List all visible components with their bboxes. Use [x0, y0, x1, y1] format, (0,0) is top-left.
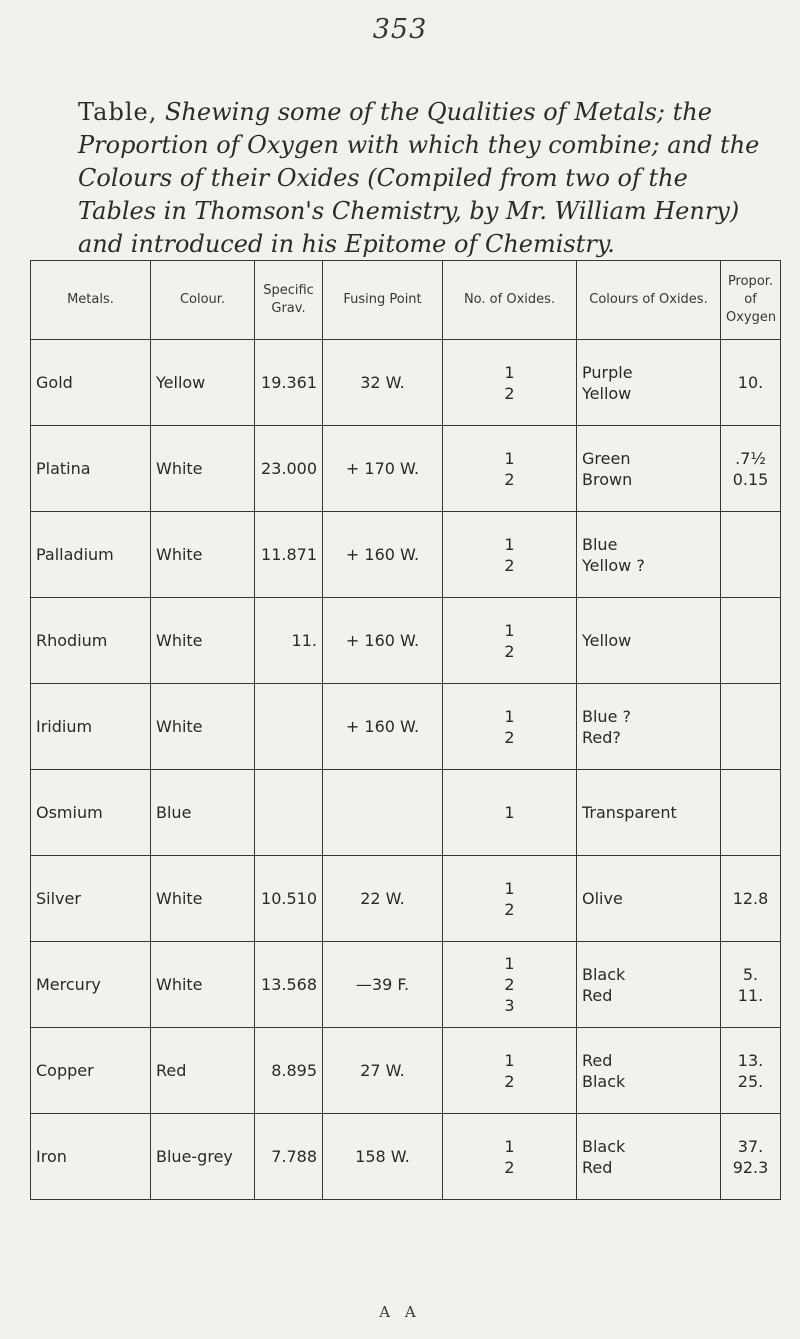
cell-specific-gravity: 23.000 — [255, 426, 323, 512]
table-row — [31, 770, 781, 856]
title-text: Shewing some of the Qualities of Metals; the Proportion of Oxygen with which they combine; and the Colours of their Oxides (Compiled from two of the Tables in Thomson's Chemistry, by Mr. William Henry) and introduced in his Epitome of Chemistry. — [78, 98, 760, 258]
cell-number-of-oxides-line: 1 — [504, 878, 515, 898]
cell-metal: Rhodium — [31, 598, 151, 684]
cell-proportion-of-oxygen-line: 0.15 — [732, 469, 769, 489]
cell-colours-of-oxides-line: Green — [582, 448, 631, 468]
cell-number-of-oxides-line: 2 — [504, 469, 515, 489]
cell-number-of-oxides — [443, 340, 577, 426]
metals-table-container — [30, 260, 780, 1200]
header-proportion-of-oxygen: Propor. of Oxygen — [721, 261, 781, 340]
cell-colours-of-oxides — [577, 856, 721, 942]
cell-number-of-oxides-line: 2 — [504, 555, 515, 575]
cell-metal: Platina — [31, 426, 151, 512]
cell-colour: White — [151, 426, 255, 512]
cell-colours-of-oxides-line: Olive — [582, 889, 623, 908]
cell-number-of-oxides-line: 1 — [504, 534, 515, 554]
cell-proportion-of-oxygen — [721, 770, 781, 856]
cell-proportion-of-oxygen-line: 92.3 — [732, 1157, 769, 1177]
cell-proportion-of-oxygen — [721, 512, 781, 598]
cell-fusing-point: + 170 W. — [323, 426, 443, 512]
cell-number-of-oxides-line: 1 — [504, 803, 515, 822]
cell-number-of-oxides — [443, 684, 577, 770]
cell-number-of-oxides-line: 2 — [504, 641, 515, 661]
cell-colours-of-oxides-line: Yellow — [582, 383, 632, 403]
cell-fusing-point: —39 F. — [323, 942, 443, 1028]
cell-proportion-of-oxygen-line: 25. — [737, 1071, 764, 1091]
cell-number-of-oxides — [443, 942, 577, 1028]
cell-number-of-oxides-line: 1 — [504, 706, 515, 726]
cell-fusing-point: + 160 W. — [323, 684, 443, 770]
cell-specific-gravity: 7.788 — [255, 1114, 323, 1200]
header-fusing-point: Fusing Point — [323, 261, 443, 340]
table-row — [31, 512, 781, 598]
table-body — [31, 340, 781, 1200]
cell-colours-of-oxides-line: Red — [582, 1050, 613, 1070]
header-specific-gravity: Specific Grav. — [255, 261, 323, 340]
cell-metal: Iridium — [31, 684, 151, 770]
cell-proportion-of-oxygen-line: 37. — [737, 1136, 764, 1156]
cell-proportion-of-oxygen — [721, 1114, 781, 1200]
cell-number-of-oxides — [443, 598, 577, 684]
table-row — [31, 1028, 781, 1114]
cell-proportion-of-oxygen-line: 13. — [737, 1050, 764, 1070]
header-metal: Metals. — [31, 261, 151, 340]
cell-metal: Copper — [31, 1028, 151, 1114]
cell-colours-of-oxides — [577, 598, 721, 684]
cell-colour: Red — [151, 1028, 255, 1114]
cell-colours-of-oxides-line: Yellow ? — [582, 555, 645, 575]
cell-fusing-point — [323, 770, 443, 856]
cell-metal: Mercury — [31, 942, 151, 1028]
table-row — [31, 426, 781, 512]
cell-number-of-oxides-line: 1 — [504, 362, 515, 382]
title-lead: Table, — [78, 98, 158, 126]
table-title — [78, 96, 768, 261]
table-row — [31, 942, 781, 1028]
cell-fusing-point: 22 W. — [323, 856, 443, 942]
cell-proportion-of-oxygen — [721, 942, 781, 1028]
cell-proportion-of-oxygen-line: 12.8 — [732, 889, 769, 908]
cell-number-of-oxides — [443, 770, 577, 856]
cell-fusing-point: 27 W. — [323, 1028, 443, 1114]
cell-number-of-oxides — [443, 426, 577, 512]
cell-proportion-of-oxygen-line: 11. — [737, 985, 764, 1005]
cell-colour: White — [151, 942, 255, 1028]
cell-metal: Iron — [31, 1114, 151, 1200]
cell-colour: White — [151, 856, 255, 942]
header-number-of-oxides: No. of Oxides. — [443, 261, 577, 340]
cell-proportion-of-oxygen — [721, 426, 781, 512]
table-row — [31, 1114, 781, 1200]
cell-colours-of-oxides — [577, 942, 721, 1028]
header-row — [31, 261, 781, 340]
cell-number-of-oxides-line: 1 — [504, 620, 515, 640]
cell-proportion-of-oxygen — [721, 598, 781, 684]
cell-colours-of-oxides-line: Blue ? — [582, 706, 631, 726]
cell-colours-of-oxides — [577, 684, 721, 770]
cell-number-of-oxides-line: 2 — [504, 383, 515, 403]
cell-colours-of-oxides-line: Transparent — [582, 803, 677, 822]
cell-colour: Blue-grey — [151, 1114, 255, 1200]
cell-number-of-oxides — [443, 1114, 577, 1200]
cell-colour: White — [151, 684, 255, 770]
cell-colours-of-oxides — [577, 340, 721, 426]
cell-metal: Palladium — [31, 512, 151, 598]
cell-number-of-oxides-line: 1 — [504, 1050, 515, 1070]
header-colours-of-oxides: Colours of Oxides. — [577, 261, 721, 340]
cell-proportion-of-oxygen — [721, 684, 781, 770]
cell-metal: Osmium — [31, 770, 151, 856]
cell-number-of-oxides-line: 3 — [504, 996, 515, 1015]
cell-fusing-point: + 160 W. — [323, 512, 443, 598]
cell-specific-gravity: 11. — [255, 598, 323, 684]
cell-specific-gravity: 19.361 — [255, 340, 323, 426]
cell-colours-of-oxides-line: Purple — [582, 362, 633, 382]
cell-colours-of-oxides-line: Red — [582, 985, 613, 1005]
cell-number-of-oxides-line: 2 — [504, 899, 515, 919]
cell-fusing-point: 158 W. — [323, 1114, 443, 1200]
cell-number-of-oxides — [443, 856, 577, 942]
metals-table — [30, 260, 781, 1200]
cell-colours-of-oxides-line: Yellow — [582, 631, 632, 650]
cell-colour: White — [151, 512, 255, 598]
cell-colours-of-oxides-line: Black — [582, 964, 626, 984]
cell-fusing-point: + 160 W. — [323, 598, 443, 684]
cell-fusing-point: 32 W. — [323, 340, 443, 426]
cell-specific-gravity — [255, 770, 323, 856]
cell-metal: Gold — [31, 340, 151, 426]
cell-colours-of-oxides-line: Red — [582, 1157, 613, 1177]
cell-proportion-of-oxygen-line: 5. — [742, 964, 759, 984]
cell-colours-of-oxides-line: Red? — [582, 727, 621, 747]
cell-proportion-of-oxygen — [721, 856, 781, 942]
table-row — [31, 856, 781, 942]
cell-metal: Silver — [31, 856, 151, 942]
signature-mark: A A — [379, 1303, 421, 1321]
cell-number-of-oxides — [443, 512, 577, 598]
cell-specific-gravity — [255, 684, 323, 770]
cell-colours-of-oxides — [577, 1028, 721, 1114]
cell-colours-of-oxides-line: Blue — [582, 534, 618, 554]
cell-proportion-of-oxygen — [721, 340, 781, 426]
cell-colours-of-oxides — [577, 426, 721, 512]
table-row — [31, 598, 781, 684]
cell-proportion-of-oxygen-line: .7½ — [735, 448, 766, 468]
header-colour: Colour. — [151, 261, 255, 340]
cell-colours-of-oxides — [577, 770, 721, 856]
cell-colour: Yellow — [151, 340, 255, 426]
cell-number-of-oxides-line: 1 — [504, 1136, 515, 1156]
cell-proportion-of-oxygen-line: 10. — [737, 373, 764, 392]
cell-colour: White — [151, 598, 255, 684]
cell-proportion-of-oxygen — [721, 1028, 781, 1114]
table-row — [31, 684, 781, 770]
cell-specific-gravity: 10.510 — [255, 856, 323, 942]
cell-colours-of-oxides-line: Black — [582, 1071, 626, 1091]
cell-number-of-oxides-line: 2 — [504, 975, 515, 994]
cell-number-of-oxides-line: 1 — [504, 954, 515, 973]
cell-number-of-oxides-line: 2 — [504, 727, 515, 747]
cell-number-of-oxides-line: 2 — [504, 1071, 515, 1091]
table-row — [31, 340, 781, 426]
cell-colours-of-oxides — [577, 1114, 721, 1200]
cell-number-of-oxides-line: 1 — [504, 448, 515, 468]
cell-colours-of-oxides-line: Brown — [582, 469, 633, 489]
page-number: 353 — [372, 14, 428, 45]
cell-specific-gravity: 11.871 — [255, 512, 323, 598]
cell-specific-gravity: 8.895 — [255, 1028, 323, 1114]
cell-number-of-oxides-line: 2 — [504, 1157, 515, 1177]
cell-colours-of-oxides-line: Black — [582, 1136, 626, 1156]
cell-colours-of-oxides — [577, 512, 721, 598]
cell-number-of-oxides — [443, 1028, 577, 1114]
cell-specific-gravity: 13.568 — [255, 942, 323, 1028]
cell-colour: Blue — [151, 770, 255, 856]
